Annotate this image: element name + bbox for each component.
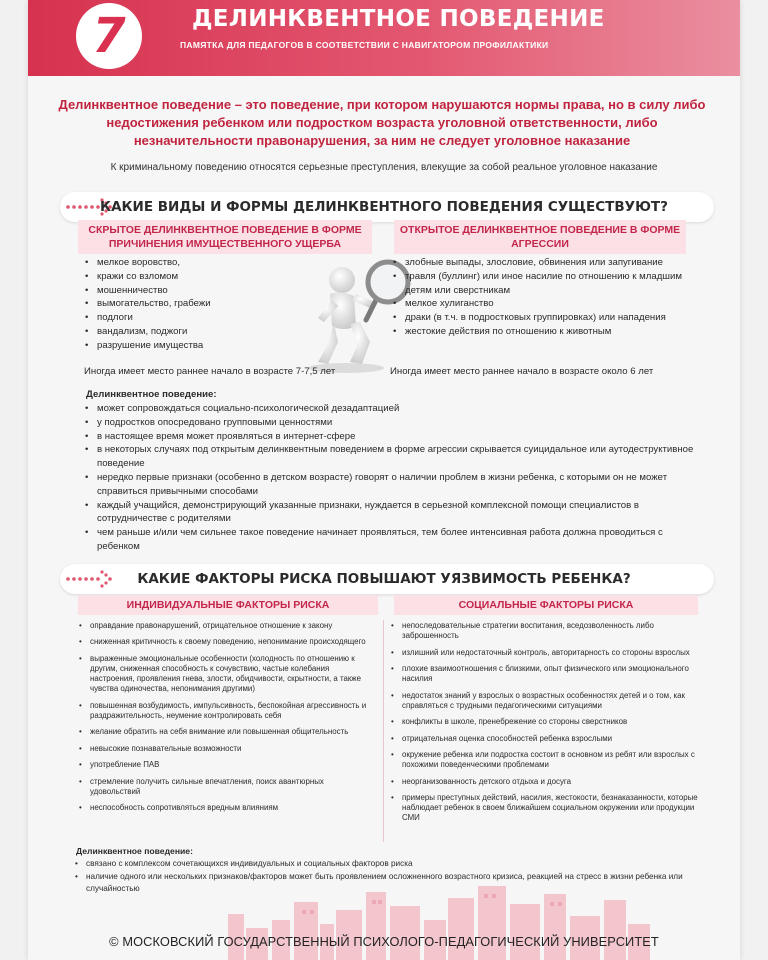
list-item: • в некоторых случаях под открытым делинквентным поведением в форме агрессии скрывается суицидальное или аутодеструктивное поведение — [84, 443, 704, 471]
list-item: • конфликты в школе, пренебрежение со стороны сверстников — [390, 717, 702, 727]
list-item: • невысокие познавательные возможности — [78, 744, 374, 754]
list-item: • отрицательная оценка способностей ребенка взрослыми — [390, 734, 702, 744]
list-item: • чем раньше и/или чем сильнее такое поведение начинает проявляться, тем более интенсивная работа должна проводиться с ребенком — [84, 526, 704, 554]
list-item: • неспособность сопротивляться вредным влияниям — [78, 803, 374, 813]
open-behavior-list — [392, 256, 692, 339]
individual-factors-list — [78, 621, 374, 820]
list-item: • подлоги — [84, 311, 284, 325]
list-item: • в настоящее время может проявляться в интернет-сфере — [84, 430, 704, 444]
list-item: • недостаток знаний у взрослых о возрастных особенностях детей и о том, как справляться с трудными педагогическими ситуациями — [390, 691, 702, 711]
list-item: • употребление ПАВ — [78, 760, 374, 770]
list-item: • мелкое воровство, — [84, 256, 284, 270]
list-item: • связано с комплексом сочетающихся индивидуальных и социальных факторов риска — [74, 858, 694, 871]
list-item: • желание обратить на себя внимание или повышенная общительность — [78, 727, 374, 737]
list-item: • у подростков опосредовано групповыми ценностями — [84, 416, 704, 430]
list-item: • окружение ребенка или подростка состоит в основном из ребят или взрослых с похожими поведенческими проблемами — [390, 750, 702, 770]
criminal-note: К криминальному поведению относятся серьезные преступления, влекущие за собой реальное уголовное наказание — [110, 162, 658, 173]
list-item: • непоследовательные стратегии воспитания, вседозволенность либо заброшенность — [390, 621, 702, 641]
social-factors-heading: СОЦИАЛЬНЫЕ ФАКТОРЫ РИСКА — [394, 595, 698, 615]
list-item: • мошенничество — [84, 284, 284, 298]
section1-notes-list — [84, 402, 704, 554]
list-item: • может сопровождаться социально-психологической дезадаптацией — [84, 402, 704, 416]
list-item: • мелкое хулиганство — [392, 297, 692, 311]
list-item: • вандализм, поджоги — [84, 325, 284, 339]
section-number-badge: 7 — [76, 3, 142, 69]
poster-page — [28, 0, 740, 960]
individual-factors-heading: ИНДИВИДУАЛЬНЫЕ ФАКТОРЫ РИСКА — [78, 595, 378, 615]
list-item: • плохие взаимоотношения с близкими, опыт физического или эмоционального насилия — [390, 664, 702, 684]
list-item: • жестокие действия по отношению к животным — [392, 325, 692, 339]
list-item: • каждый учащийся, демонстрирующий указанные признаки, нуждается в серьезной комплексной помощи специалистов в сотрудничестве с родителями — [84, 499, 704, 527]
section1-notes-label: Делинквентное поведение: — [86, 389, 217, 400]
list-item: • примеры преступных действий, насилия, жестокости, безнаказанности, которые наблюдает ребенок в своем ближайшем социальном окружении или продукции СМИ — [390, 793, 702, 824]
list-item: • стремление получить сильные впечатления, поиск авантюрных удовольствий — [78, 777, 374, 797]
list-item: • драки (в т.ч. в подростковых группировках) или нападения — [392, 311, 692, 325]
copyright-text: © МОСКОВСКИЙ ГОСУДАРСТВЕННЫЙ ПСИХОЛОГО-ПЕДАГОГИЧЕСКИЙ УНИВЕРСИТЕТ — [109, 934, 659, 949]
list-item: • выраженные эмоциональные особенности (холодность по отношению к другим, сниженная способность к сочувствию, частые колебания настроения, проявления гнева, злости, обидчивости, скрытности, а также чувства одиночества, непонимания другими) — [78, 654, 374, 695]
list-item: • нередко первые признаки (особенно в детском возрасте) говорят о наличии проблем в жизни ребенка, с которыми он не может справиться привычными способами — [84, 471, 704, 499]
section1-title: КАКИЕ ВИДЫ И ФОРМЫ ДЕЛИНКВЕНТНОГО ПОВЕДЕНИЯ СУЩЕСТВУЮТ? — [100, 199, 668, 215]
list-item: • излишний или недостаточный контроль, авторитарность со стороны взрослых — [390, 648, 702, 658]
list-item: • кражи со взломом — [84, 270, 284, 284]
list-item: • оправдание правонарушений, отрицательное отношение к закону — [78, 621, 374, 631]
list-item: • повышенная возбудимость, импульсивность, беспокойная агрессивность и раздражительность, неумение контролировать себя — [78, 701, 374, 721]
open-early-onset: Иногда имеет место раннее начало в возрасте около 6 лет — [390, 366, 654, 377]
list-item: • травля (буллинг) или иное насилие по отношению к младшим детям или сверстникам — [392, 270, 692, 298]
header-banner — [28, 0, 740, 76]
list-item: • разрушение имущества — [84, 339, 284, 353]
social-factors-list — [390, 621, 702, 830]
definition-text: Делинквентное поведение – это поведение, при котором нарушаются нормы права, но в силу либо недостижения ребенком или подростком возраста уголовной ответственности, либо незначительности правонарушения, за ним не следует уголовное наказание — [58, 97, 706, 148]
page-subtitle: ПАМЯТКА ДЛЯ ПЕДАГОГОВ В СООТВЕТСТВИИ С НАВИГАТОРОМ ПРОФИЛАКТИКИ — [180, 40, 549, 50]
hidden-behavior-heading: СКРЫТОЕ ДЕЛИНКВЕНТНОЕ ПОВЕДЕНИЕ В ФОРМЕ ПРИЧИНЕНИЯ ИМУЩЕСТВЕННОГО УЩЕРБА — [78, 220, 372, 254]
list-item: • злобные выпады, злословие, обвинения или запугивание — [392, 256, 692, 270]
hidden-early-onset: Иногда имеет место раннее начало в возрасте 7-7,5 лет — [84, 366, 336, 377]
section2-title: КАКИЕ ФАКТОРЫ РИСКА ПОВЫШАЮТ УЯЗВИМОСТЬ РЕБЕНКА? — [137, 571, 631, 587]
section2-notes-label: Делинквентное поведение: — [76, 846, 193, 856]
list-item: • вымогательство, грабежи — [84, 297, 284, 311]
open-behavior-heading: ОТКРЫТОЕ ДЕЛИНКВЕНТНОЕ ПОВЕДЕНИЕ В ФОРМЕ АГРЕССИИ — [394, 220, 686, 254]
page-title: ДЕЛИНКВЕНТНОЕ ПОВЕДЕНИЕ — [192, 6, 605, 32]
list-item: • наличие одного или нескольких признаков/факторов может быть проявлением осложненного возрастного кризиса, реакцией на стресс в жизни ребенка или случайностью — [74, 871, 694, 896]
list-item: • сниженная критичность к своему поведению, непонимание происходящего — [78, 637, 374, 647]
hidden-behavior-list — [84, 256, 284, 353]
column-divider — [383, 620, 384, 842]
list-item: • неорганизованность детского отдыха и досуга — [390, 777, 702, 787]
